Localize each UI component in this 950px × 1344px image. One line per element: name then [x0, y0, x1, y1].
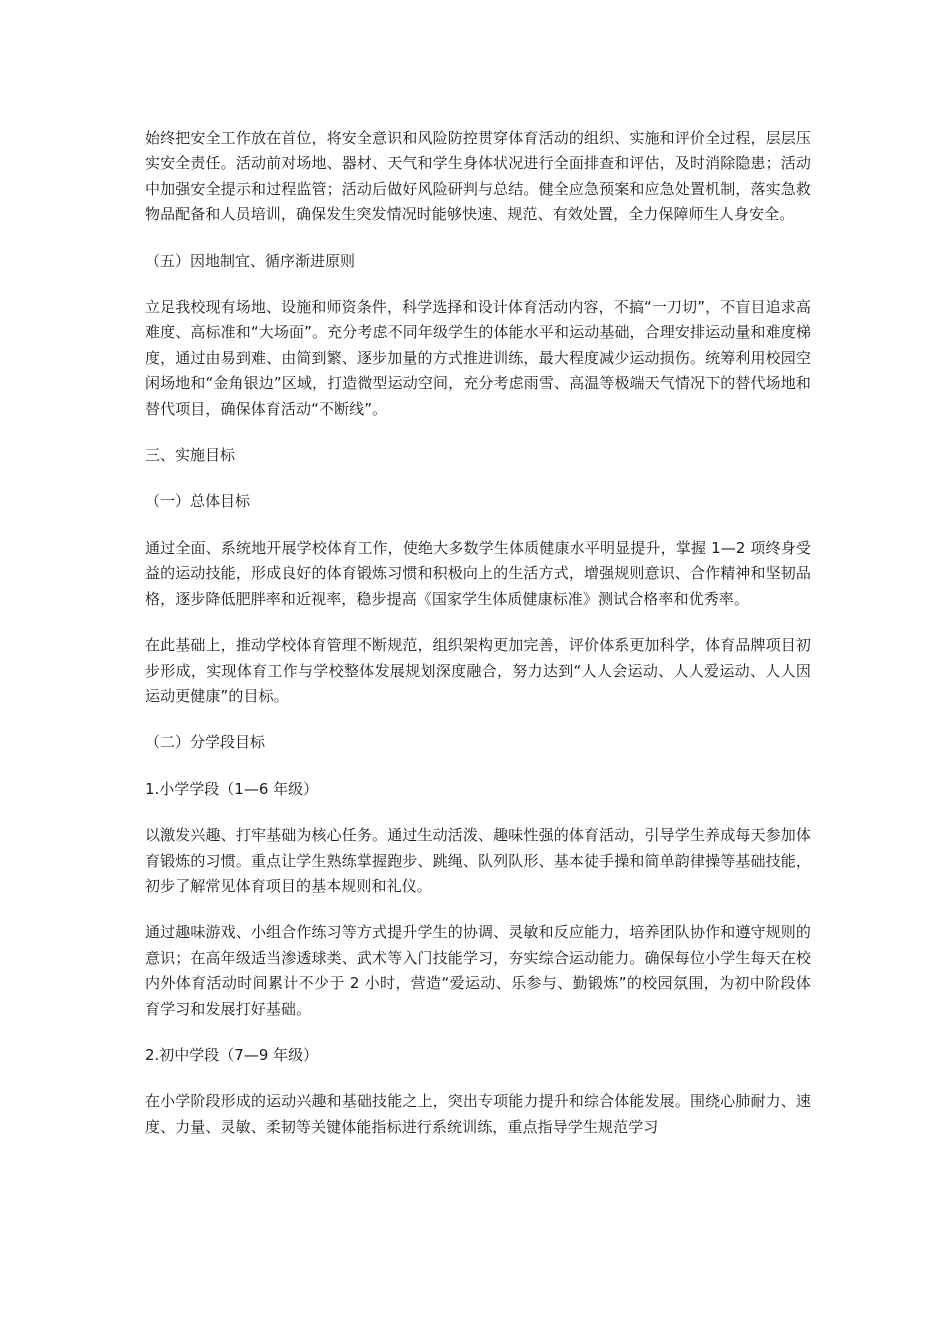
subheading-primary-stage: 1.小学学段（1—6 年级）	[145, 779, 319, 798]
section-heading-principle-5: （五）因地制宜、循序渐进原则	[145, 251, 356, 270]
paragraph-safety-principle: 始终把安全工作放在首位，将安全意识和风险防控贯穿体育活动的组织、实施和评价全过程，层层压实安全责任。活动前对场地、器材、天气和学生身体状况进行全面排查和评估，及时消除隐患；活动中加强安全提示和过程监管；活动后做好风险研判与总结。健全应急预案和应急处置机制，落实急救物品配备和人员培训，确保发生突发情况时能够快速、规范、有效处置，全力保障师生人身安全。	[145, 129, 811, 224]
section-heading-overall-goal: （一）总体目标	[145, 492, 251, 511]
paragraph-adapt-locally: 立足我校现有场地、设施和师资条件，科学选择和设计体育活动内容，不搞“一刀切”，不盲目追求高难度、高标准和“大场面”。充分考虑不同年级学生的体能水平和运动基础，合理安排运动量和难度梯度，通过由易到难、由简到繁、逐步加量的方式推进训练，最大程度减少运动损伤。统筹利用校园空闲场地和“金角银边”区域，打造微型运动空间，充分考虑雨雪、高温等极端天气情况下的替代场地和替代项目，确保体育活动“不断线”。	[145, 298, 811, 418]
paragraph-primary-methods: 通过趣味游戏、小组合作练习等方式提升学生的协调、灵敏和反应能力，培养团队协作和遵守规则的意识；在高年级适当渗透球类、武术等入门技能学习，夯实综合运动能力。确保每位小学生每天在校内外体育活动时间累计不少于 2 小时，营造“爱运动、乐参与、勤锻炼”的校园氛围，为初中阶段体育学习和发展打好基础。	[145, 923, 811, 1018]
document-body	[145, 126, 811, 1161]
paragraph-primary-core: 以激发兴趣、打牢基础为核心任务。通过生动活泼、趣味性强的体育活动，引导学生养成每天参加体育锻炼的习惯。重点让学生熟练掌握跑步、跳绳、队列队形、基本徒手操和简单韵律操等基础技能，初步了解常见体育项目的基本规则和礼仪。	[145, 826, 811, 895]
paragraph-management-goal: 在此基础上，推动学校体育管理不断规范，组织架构更加完善，评价体系更加科学，体育品牌项目初步形成，实现体育工作与学校整体发展规划深度融合，努力达到“人人会运动、人人爱运动、人人因运动更健康”的目标。	[145, 636, 811, 705]
section-heading-stage-goals: （二）分学段目标	[145, 733, 266, 752]
subheading-junior-stage: 2.初中学段（7—9 年级）	[145, 1045, 319, 1064]
paragraph-junior-core: 在小学阶段形成的运动兴趣和基础技能之上，突出专项能力提升和综合体能发展。围绕心肺耐力、速度、力量、灵敏、柔韧等关键体能指标进行系统训练，重点指导学生规范学习	[145, 1092, 811, 1136]
paragraph-overall-goal: 通过全面、系统地开展学校体育工作，使绝大多数学生体质健康水平明显提升，掌握 1—2 项终身受益的运动技能，形成良好的体育锻炼习惯和积极向上的生活方式，增强规则意识、合作精神和坚韧品格，逐步降低肥胖率和近视率，稳步提高《国家学生体质健康标准》测试合格率和优秀率。	[145, 538, 811, 608]
chapter-heading-goals: 三、实施目标	[145, 446, 236, 465]
